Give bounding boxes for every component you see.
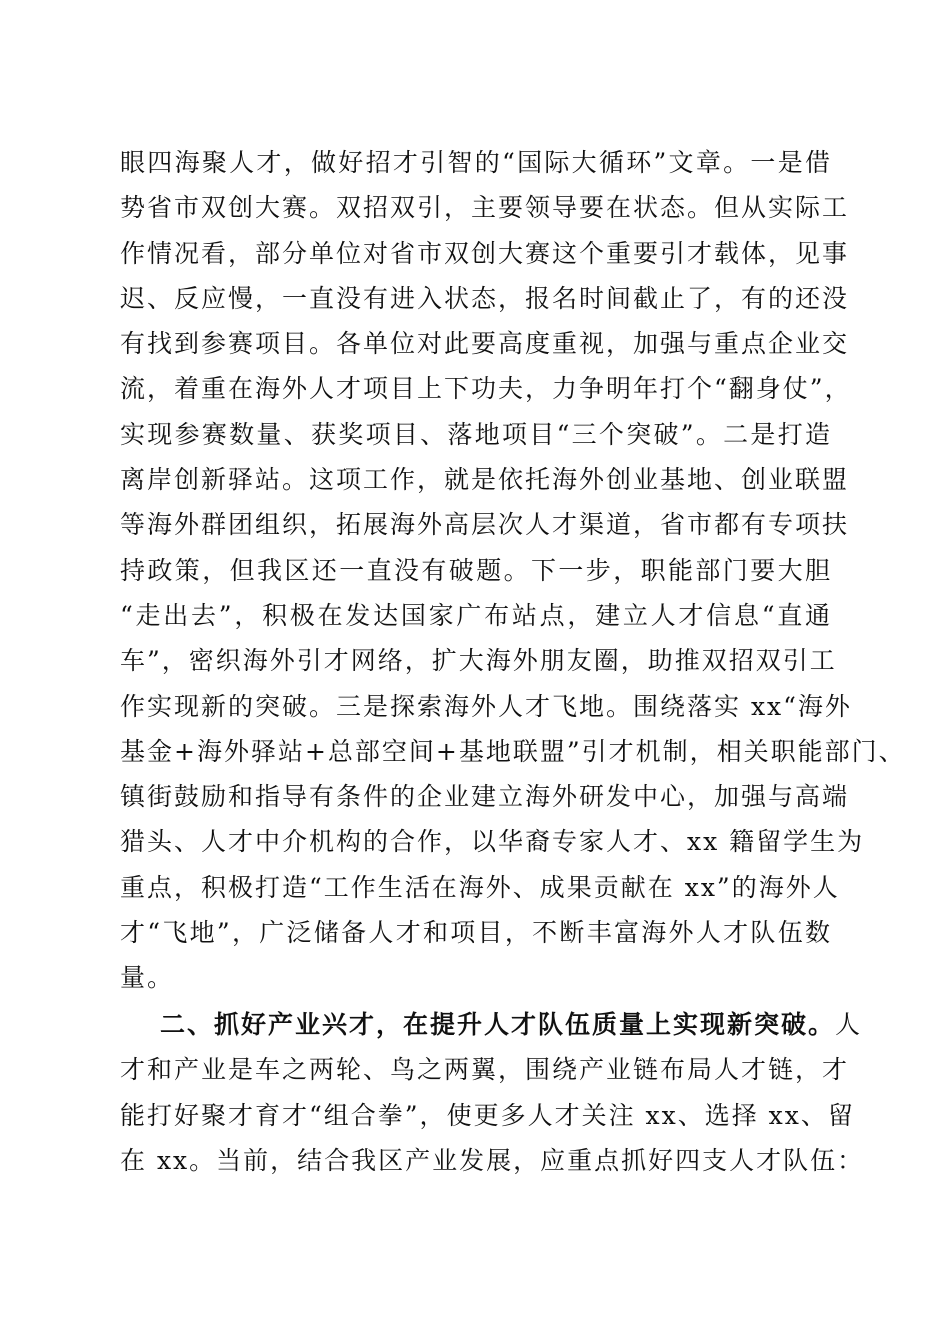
text-line: 迟、反应慢，一直没有进入状态，报名时间截止了，有的还没 <box>120 283 850 313</box>
section-heading: 二、抓好产业兴才，在提升人才队伍质量上实现新突破。 <box>160 1010 836 1039</box>
text-line: 持政策，但我区还一直没有破题。下一步，职能部门要大胆 <box>120 555 832 585</box>
text-line: 实现参赛数量、获奖项目、落地项目“三个突破”。二是打造 <box>120 419 832 449</box>
text-line: 才“飞地”，广泛储备人才和项目，不断丰富海外人才队伍数 <box>120 918 832 948</box>
text-line: 眼四海聚人才，做好招才引智的“国际大循环”文章。一是借 <box>120 148 832 177</box>
text-line: 离岸创新驿站。这项工作，就是依托海外创业基地、创业联盟 <box>120 465 850 495</box>
text-line: 有找到参赛项目。各单位对此要高度重视，加强与重点企业交 <box>120 329 850 359</box>
paragraph-overseas-talent <box>120 140 906 1001</box>
text-line: 才和产业是车之两轮、鸟之两翼，围绕产业链布局人才链，才 <box>120 1055 850 1085</box>
text-line: 等海外群团组织，拓展海外高层次人才渠道，省市都有专项扶 <box>120 510 850 540</box>
text-line: 重点，积极打造“工作生活在海外、成果贡献在 xx”的海外人 <box>120 872 840 902</box>
text-line: 车”，密织海外引才网络，扩大海外朋友圈，助推双招双引工 <box>120 646 837 676</box>
text-line: 基金+海外驿站+总部空间+基地联盟”引才机制，相关职能部门、 <box>120 736 906 766</box>
text-line: 势省市双创大赛。双招双引，主要领导要在状态。但从实际工 <box>120 193 850 223</box>
text-line-last: 在 xx。当前，结合我区产业发展，应重点抓好四支人才队伍： <box>120 1145 865 1175</box>
text-line: 作实现新的突破。三是探索海外人才飞地。围绕落实 xx“海外 <box>120 691 852 721</box>
text-line: “走出去”，积极在发达国家广布站点，建立人才信息“直通 <box>120 600 832 630</box>
paragraph-section-two <box>120 1002 865 1183</box>
text-line: 流，着重在海外人才项目上下功夫，力争明年打个“翻身仗”， <box>120 374 852 404</box>
text-line: 镇街鼓励和指导有条件的企业建立海外研发中心，加强与高端 <box>120 782 850 812</box>
text-line: 能打好聚才育才“组合拳”，使更多人才关注 xx、选择 xx、留 <box>120 1100 855 1130</box>
section-heading-tail: 人 <box>835 1010 863 1039</box>
section-heading-line <box>120 1002 863 1047</box>
text-line: 猎头、人才中介机构的合作，以华裔专家人才、xx 籍留学生为 <box>120 827 865 857</box>
text-line-last: 量。 <box>120 963 175 993</box>
text-line: 作情况看，部分单位对省市双创大赛这个重要引才载体，见事 <box>120 238 850 268</box>
